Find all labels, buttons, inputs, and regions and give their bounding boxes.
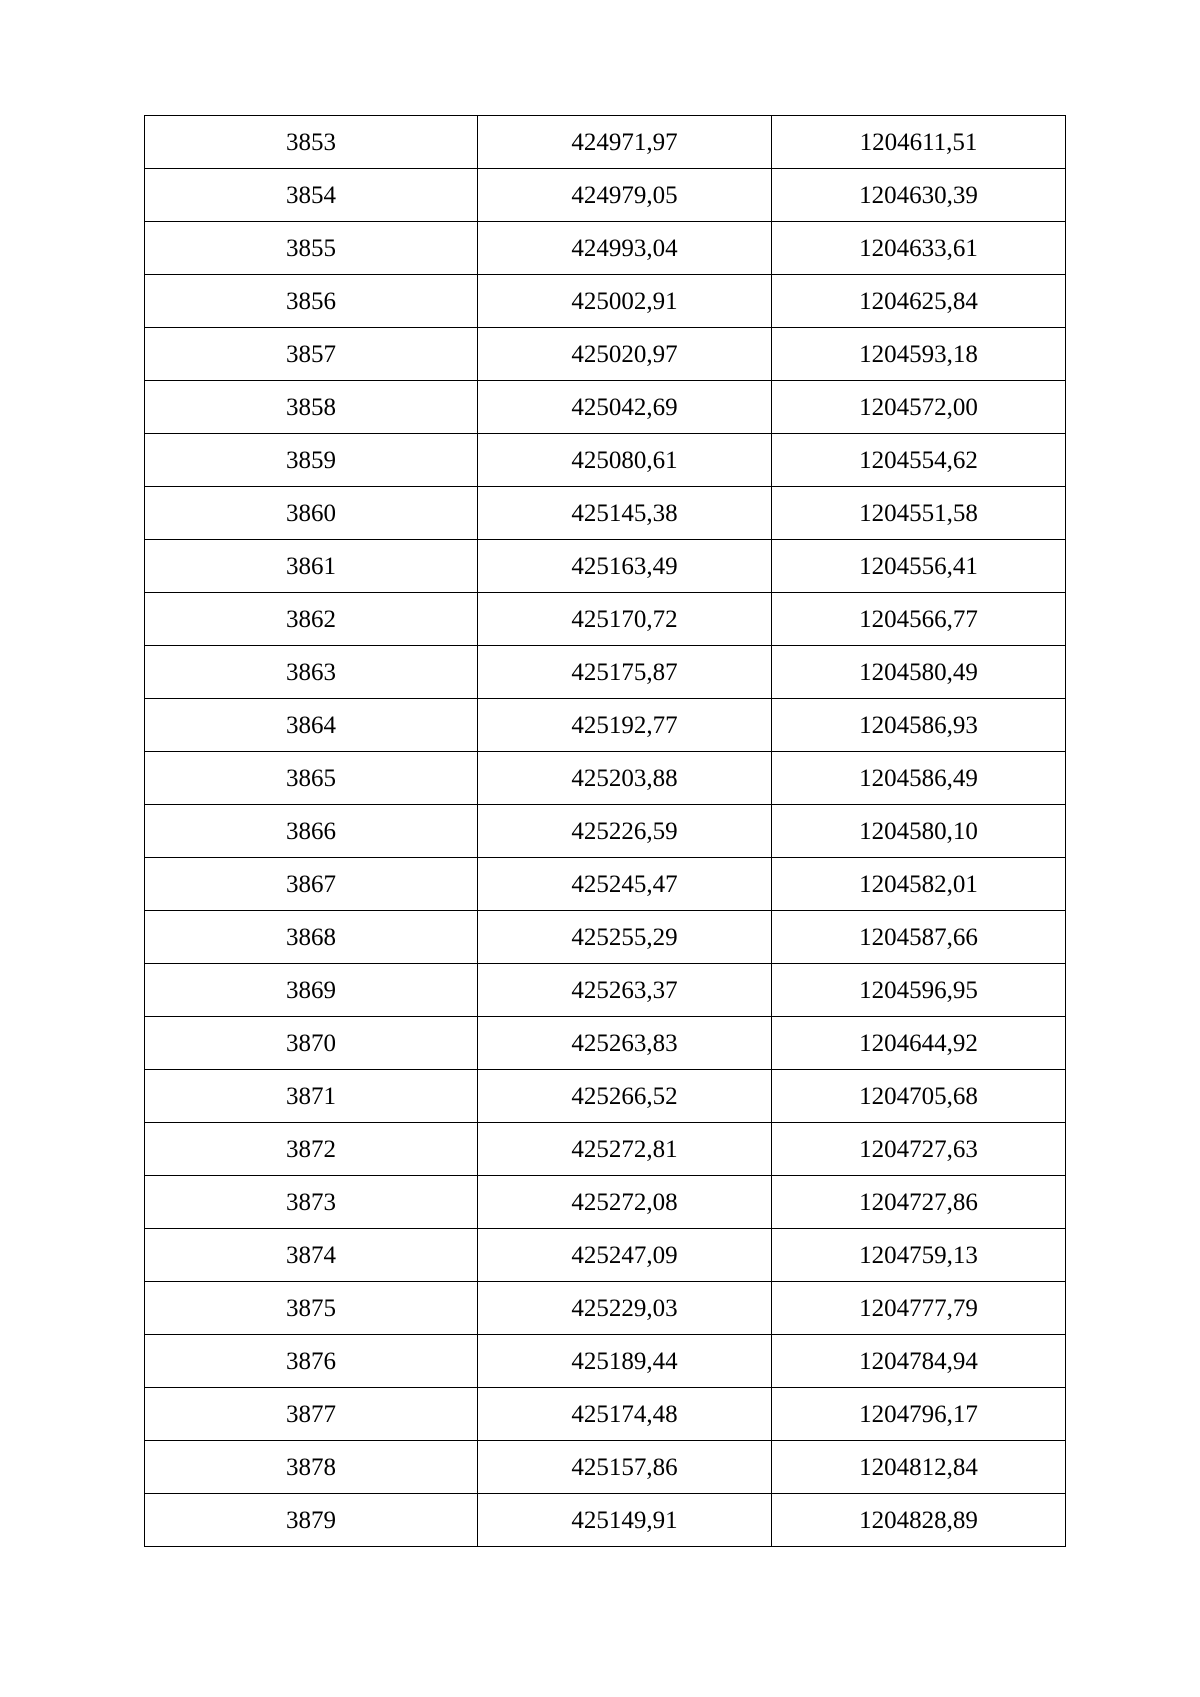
y-coordinate-cell: 1204625,84	[772, 275, 1066, 328]
y-coordinate-cell: 1204566,77	[772, 593, 1066, 646]
y-coordinate-cell: 1204828,89	[772, 1494, 1066, 1547]
point-number-cell: 3874	[145, 1229, 478, 1282]
y-coordinate-cell: 1204586,49	[772, 752, 1066, 805]
point-number-cell: 3876	[145, 1335, 478, 1388]
y-coordinate-cell: 1204812,84	[772, 1441, 1066, 1494]
table-row	[145, 699, 1066, 752]
y-coordinate-cell: 1204705,68	[772, 1070, 1066, 1123]
x-coordinate-cell: 425174,48	[478, 1388, 772, 1441]
table-row	[145, 540, 1066, 593]
x-coordinate-cell: 425229,03	[478, 1282, 772, 1335]
y-coordinate-cell: 1204777,79	[772, 1282, 1066, 1335]
point-number-cell: 3867	[145, 858, 478, 911]
point-number-cell: 3858	[145, 381, 478, 434]
point-number-cell: 3871	[145, 1070, 478, 1123]
x-coordinate-cell: 425272,08	[478, 1176, 772, 1229]
x-coordinate-cell: 425149,91	[478, 1494, 772, 1547]
point-number-cell: 3861	[145, 540, 478, 593]
x-coordinate-cell: 425226,59	[478, 805, 772, 858]
point-number-cell: 3868	[145, 911, 478, 964]
x-coordinate-cell: 425002,91	[478, 275, 772, 328]
point-number-cell: 3879	[145, 1494, 478, 1547]
x-coordinate-cell: 425020,97	[478, 328, 772, 381]
y-coordinate-cell: 1204727,63	[772, 1123, 1066, 1176]
y-coordinate-cell: 1204580,49	[772, 646, 1066, 699]
x-coordinate-cell: 425203,88	[478, 752, 772, 805]
y-coordinate-cell: 1204630,39	[772, 169, 1066, 222]
table-row	[145, 805, 1066, 858]
point-number-cell: 3862	[145, 593, 478, 646]
y-coordinate-cell: 1204587,66	[772, 911, 1066, 964]
y-coordinate-cell: 1204796,17	[772, 1388, 1066, 1441]
table-row	[145, 222, 1066, 275]
point-number-cell: 3866	[145, 805, 478, 858]
x-coordinate-cell: 425192,77	[478, 699, 772, 752]
y-coordinate-cell: 1204586,93	[772, 699, 1066, 752]
coordinates-table-body	[145, 116, 1066, 1547]
point-number-cell: 3857	[145, 328, 478, 381]
x-coordinate-cell: 425157,86	[478, 1441, 772, 1494]
point-number-cell: 3856	[145, 275, 478, 328]
x-coordinate-cell: 425080,61	[478, 434, 772, 487]
point-number-cell: 3873	[145, 1176, 478, 1229]
point-number-cell: 3872	[145, 1123, 478, 1176]
table-row	[145, 646, 1066, 699]
x-coordinate-cell: 425266,52	[478, 1070, 772, 1123]
x-coordinate-cell: 425189,44	[478, 1335, 772, 1388]
y-coordinate-cell: 1204551,58	[772, 487, 1066, 540]
x-coordinate-cell: 425263,37	[478, 964, 772, 1017]
table-row	[145, 487, 1066, 540]
x-coordinate-cell: 425263,83	[478, 1017, 772, 1070]
y-coordinate-cell: 1204593,18	[772, 328, 1066, 381]
table-row	[145, 328, 1066, 381]
x-coordinate-cell: 425042,69	[478, 381, 772, 434]
x-coordinate-cell: 425170,72	[478, 593, 772, 646]
point-number-cell: 3854	[145, 169, 478, 222]
x-coordinate-cell: 425247,09	[478, 1229, 772, 1282]
point-number-cell: 3869	[145, 964, 478, 1017]
point-number-cell: 3863	[145, 646, 478, 699]
table-row	[145, 1070, 1066, 1123]
table-row	[145, 1017, 1066, 1070]
y-coordinate-cell: 1204644,92	[772, 1017, 1066, 1070]
table-row	[145, 275, 1066, 328]
y-coordinate-cell: 1204554,62	[772, 434, 1066, 487]
table-row	[145, 169, 1066, 222]
y-coordinate-cell: 1204727,86	[772, 1176, 1066, 1229]
y-coordinate-cell: 1204784,94	[772, 1335, 1066, 1388]
table-row	[145, 1494, 1066, 1547]
table-row	[145, 911, 1066, 964]
table-row	[145, 1388, 1066, 1441]
point-number-cell: 3875	[145, 1282, 478, 1335]
point-number-cell: 3860	[145, 487, 478, 540]
point-number-cell: 3864	[145, 699, 478, 752]
x-coordinate-cell: 424993,04	[478, 222, 772, 275]
table-row	[145, 752, 1066, 805]
point-number-cell: 3855	[145, 222, 478, 275]
x-coordinate-cell: 425272,81	[478, 1123, 772, 1176]
table-row	[145, 858, 1066, 911]
x-coordinate-cell: 425175,87	[478, 646, 772, 699]
coordinates-table	[144, 115, 1066, 1547]
point-number-cell: 3865	[145, 752, 478, 805]
y-coordinate-cell: 1204596,95	[772, 964, 1066, 1017]
table-row	[145, 593, 1066, 646]
y-coordinate-cell: 1204556,41	[772, 540, 1066, 593]
table-row	[145, 1335, 1066, 1388]
point-number-cell: 3878	[145, 1441, 478, 1494]
point-number-cell: 3859	[145, 434, 478, 487]
table-row	[145, 434, 1066, 487]
table-row	[145, 1229, 1066, 1282]
point-number-cell: 3877	[145, 1388, 478, 1441]
table-row	[145, 381, 1066, 434]
point-number-cell: 3853	[145, 116, 478, 169]
x-coordinate-cell: 425255,29	[478, 911, 772, 964]
x-coordinate-cell: 425163,49	[478, 540, 772, 593]
x-coordinate-cell: 424971,97	[478, 116, 772, 169]
table-row	[145, 1441, 1066, 1494]
y-coordinate-cell: 1204580,10	[772, 805, 1066, 858]
table-row	[145, 1282, 1066, 1335]
y-coordinate-cell: 1204633,61	[772, 222, 1066, 275]
point-number-cell: 3870	[145, 1017, 478, 1070]
y-coordinate-cell: 1204582,01	[772, 858, 1066, 911]
table-row	[145, 964, 1066, 1017]
y-coordinate-cell: 1204572,00	[772, 381, 1066, 434]
y-coordinate-cell: 1204759,13	[772, 1229, 1066, 1282]
table-row	[145, 1123, 1066, 1176]
y-coordinate-cell: 1204611,51	[772, 116, 1066, 169]
x-coordinate-cell: 425145,38	[478, 487, 772, 540]
table-row	[145, 116, 1066, 169]
x-coordinate-cell: 425245,47	[478, 858, 772, 911]
table-row	[145, 1176, 1066, 1229]
x-coordinate-cell: 424979,05	[478, 169, 772, 222]
